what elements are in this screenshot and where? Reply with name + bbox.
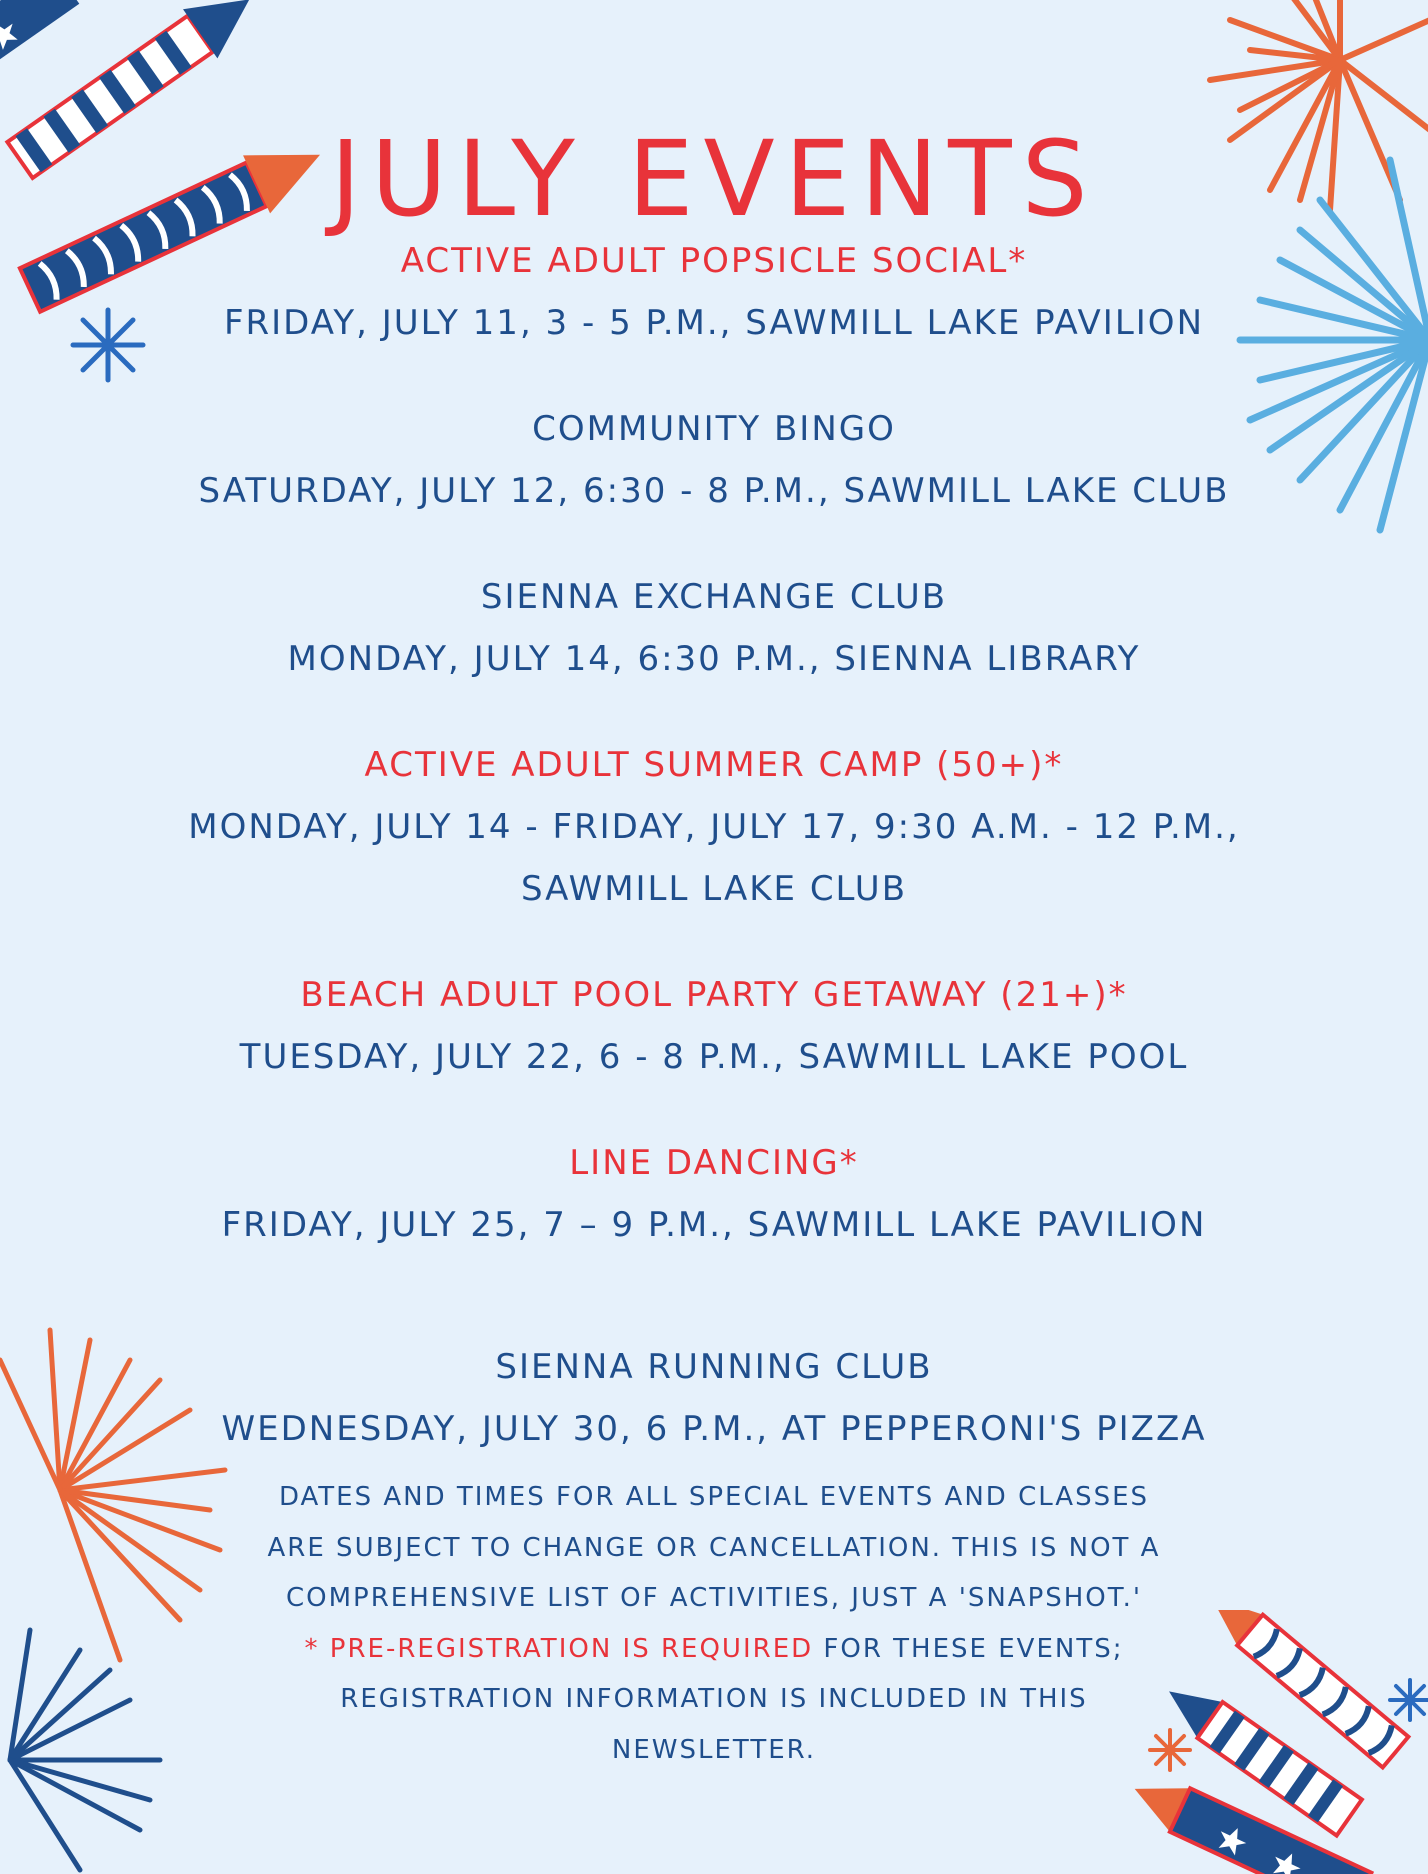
event-detail: FRIDAY, JULY 25, 7 – 9 P.M., SAWMILL LAKE PAVILION (221, 1205, 1207, 1245)
event-list (0, 230, 1428, 1504)
event-detail-continued: SAWMILL LAKE CLUB (520, 869, 908, 909)
event-name: BEACH ADULT POOL PARTY GETAWAY (21+)* (300, 975, 1128, 1015)
event-name: ACTIVE ADULT POPSICLE SOCIAL* (400, 241, 1028, 281)
event-detail: FRIDAY, JULY 11, 3 - 5 P.M., SAWMILL LAKE PAVILION (223, 303, 1205, 343)
event-name: LINE DANCING* (569, 1143, 859, 1183)
list-item (0, 566, 1428, 690)
list-item (0, 964, 1428, 1088)
list-item (0, 230, 1428, 354)
event-name: SIENNA EXCHANGE CLUB (480, 577, 948, 617)
list-item (0, 1336, 1428, 1460)
footnote (250, 1472, 1178, 1775)
event-detail: SATURDAY, JULY 12, 6:30 - 8 P.M., SAWMILL LAKE CLUB (198, 471, 1230, 511)
event-detail: MONDAY, JULY 14, 6:30 P.M., SIENNA LIBRARY (287, 639, 1141, 679)
list-item (0, 1132, 1428, 1256)
list-item (0, 398, 1428, 522)
event-detail: WEDNESDAY, JULY 30, 6 P.M., AT PEPPERONI'S PIZZA (221, 1409, 1207, 1449)
event-name: ACTIVE ADULT SUMMER CAMP (50+)* (364, 745, 1064, 785)
registration-required-text: * PRE-REGISTRATION IS REQUIRED (304, 1633, 814, 1664)
registration-info-text: FOR THESE EVENTS; REGISTRATION INFORMATION IS INCLUDED IN THIS NEWSLETTER. (340, 1633, 1124, 1765)
event-detail: TUESDAY, JULY 22, 6 - 8 P.M., SAWMILL LAKE POOL (239, 1037, 1189, 1077)
disclaimer-text: DATES AND TIMES FOR ALL SPECIAL EVENTS AND CLASSES ARE SUBJECT TO CHANGE OR CANCELLATION. THIS IS NOT A COMPREHENSIVE LIST OF ACTIVITIES, JUST A 'SNAPSHOT.' (267, 1482, 1161, 1613)
event-name: SIENNA RUNNING CLUB (495, 1347, 933, 1387)
event-detail: MONDAY, JULY 14 - FRIDAY, JULY 17, 9:30 A.M. - 12 P.M., (188, 807, 1240, 847)
registration-note (250, 1624, 1178, 1776)
firework-burst-icon (0, 1610, 180, 1874)
event-name: COMMUNITY BINGO (532, 409, 896, 449)
list-item (0, 734, 1428, 920)
page-title: JULY EVENTS (330, 117, 1098, 240)
